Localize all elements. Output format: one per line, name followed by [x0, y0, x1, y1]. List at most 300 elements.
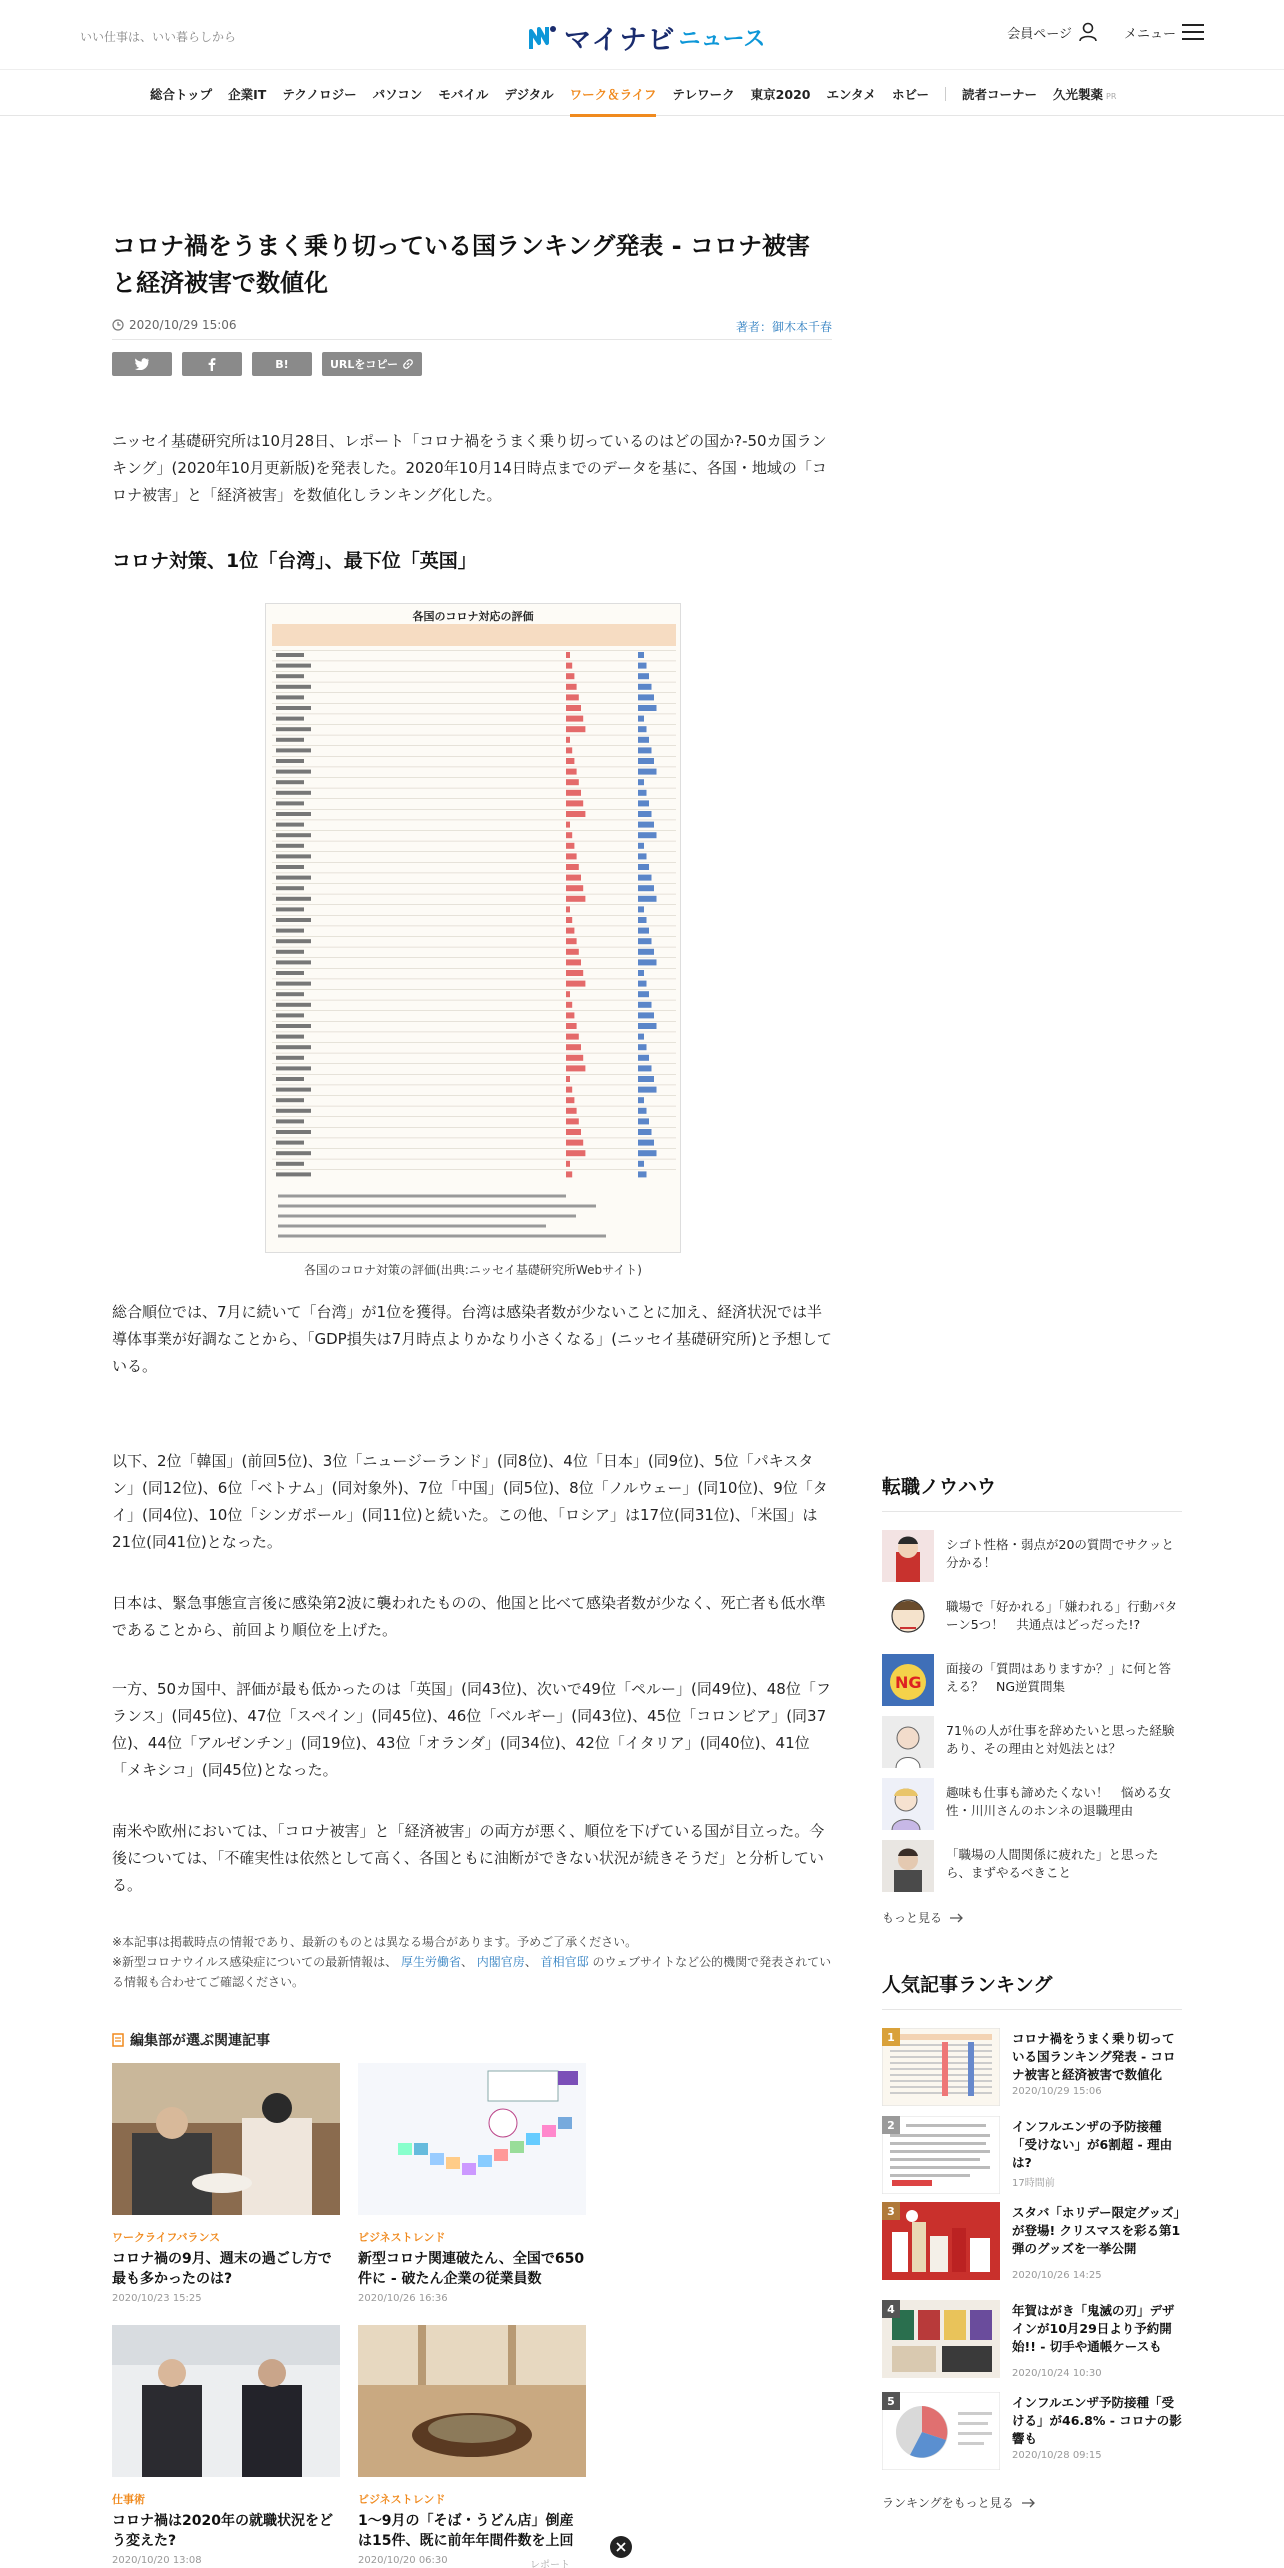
document-icon	[112, 2033, 124, 2047]
table-row-label	[276, 695, 304, 699]
close-icon	[616, 2542, 626, 2552]
table-row-label	[276, 1141, 304, 1145]
nav-item-reader-corner[interactable]: 読者コーナー	[962, 87, 1038, 102]
table-row-label	[276, 674, 304, 678]
knowhow-title: 趣味も仕事も諦めたくない！ 悩める女性・川川さんのホンネの退職理由	[946, 1785, 1172, 1818]
table-row-bar	[566, 1044, 581, 1050]
share-hatena-button[interactable]: B!	[252, 352, 312, 376]
table-row-label	[276, 1119, 304, 1123]
table-row-line	[272, 1032, 676, 1033]
table-row-bar	[638, 949, 654, 955]
table-row-bar	[566, 843, 574, 849]
ranking-date: 17時間前	[1012, 2178, 1055, 2189]
table-row-line	[272, 820, 676, 821]
table-row-bar	[638, 1150, 657, 1156]
table-row-bar	[566, 684, 577, 690]
ranking-more-label: ランキングをもっと見る	[882, 2496, 1014, 2510]
menu-label[interactable]: メニュー	[1123, 26, 1176, 42]
knowhow-thumb-6	[882, 1840, 934, 1892]
table-row-bar	[566, 1023, 577, 1029]
table-row-line	[272, 904, 676, 905]
table-row-bar	[638, 1002, 652, 1008]
table-row-bar	[638, 1044, 647, 1050]
table-row-bar	[638, 684, 652, 690]
table-row-line	[272, 724, 676, 725]
table-row-line	[272, 1010, 676, 1011]
table-row-bar	[566, 726, 585, 732]
table-row-label	[276, 971, 304, 975]
table-row-label	[276, 727, 311, 731]
ranking-title: インフルエンザの予防接種「受けない」が6割超 - 理由は?	[1012, 2119, 1173, 2170]
table-row-bar	[638, 758, 654, 764]
sidebar-divider	[882, 2009, 1182, 2010]
nav-item-top[interactable]: 総合トップ	[150, 87, 213, 102]
related-title: 新型コロナ関連破たん、全国で650件に - 破たん企業の従業員数	[358, 2251, 585, 2287]
table-row-bar	[566, 705, 581, 711]
table-row-bar	[638, 1129, 652, 1135]
table-row-line	[272, 1063, 676, 1064]
site-logo[interactable]	[528, 18, 765, 57]
ranking-heading: 人気記事ランキング	[882, 1974, 1053, 1996]
table-row-bar	[566, 1002, 572, 1008]
table-row-bar	[638, 885, 654, 891]
ranking-date: 2020/10/29 15:06	[1012, 2086, 1102, 2097]
related-thumb-4	[358, 2325, 586, 2477]
table-row-bar	[566, 663, 572, 669]
facebook-icon	[208, 358, 216, 371]
table-row-bar	[566, 864, 579, 870]
table-row-label	[276, 886, 304, 890]
close-ad-button[interactable]	[610, 2536, 632, 2558]
table-row-bar	[566, 1171, 572, 1177]
table-row-bar	[638, 652, 644, 658]
table-row-line	[272, 735, 676, 736]
ranking-badge: 5	[882, 2392, 900, 2410]
table-row-bar	[638, 1012, 654, 1018]
article-meta	[112, 314, 832, 340]
knowhow-title: 71％の人が仕事を辞めたいと思った経験あり、その理由と対処法とは？	[946, 1723, 1175, 1756]
ranking-title: コロナ禍をうまく乗り切っている国ランキング発表 - コロナ被害と経済被害で数値化	[1012, 2031, 1176, 2082]
table-row-line	[272, 915, 676, 916]
table-row-label	[276, 1098, 304, 1102]
sidebar-ranking	[882, 1970, 1182, 2010]
table-row-bar	[638, 1034, 644, 1040]
table-row-label	[276, 1172, 311, 1176]
table-row-bar	[566, 832, 572, 838]
table-row-line	[272, 830, 676, 831]
note-covid-pre: ※新型コロナウイルス感染症についての最新情報は、	[112, 1955, 398, 1969]
table-row-line	[272, 926, 676, 927]
nav-item-mobile[interactable]: モバイル	[438, 87, 489, 102]
table-row-bar	[638, 1108, 647, 1114]
ranking-date: 2020/10/24 10:30	[1012, 2368, 1102, 2379]
table-row-bar	[638, 832, 657, 838]
related-category: ビジネストレンド	[358, 2231, 446, 2244]
table-row-bar	[638, 928, 649, 934]
table-row-bar	[566, 991, 570, 997]
table-row-label	[276, 854, 311, 858]
table-row-bar	[566, 1012, 574, 1018]
knowhow-heading: 転職ノウハウ	[882, 1476, 997, 1498]
table-row-bar	[638, 694, 654, 700]
knowhow-item[interactable]	[882, 1716, 1182, 1772]
related-card[interactable]	[112, 2325, 340, 2566]
table-row-bar	[638, 800, 649, 806]
article-paragraph-5: 南米や欧州においては、「コロナ被害」と「経済被害」の両方が悪く、順位を下げている国が目立った。今後については、「不確実性は依然として高く、各国ともに油断ができない状況が続きそうだ」と分析している。	[112, 1822, 825, 1894]
table-row-bar	[566, 694, 579, 700]
table-row-label	[276, 717, 304, 721]
table-row-bar	[638, 843, 644, 849]
figure-title: 各国のコロナ対応の評価	[412, 610, 534, 623]
knowhow-thumb-3	[882, 1654, 934, 1706]
table-row-bar	[638, 864, 649, 870]
knowhow-item[interactable]	[882, 1778, 1182, 1834]
sidebar-knowhow	[882, 1472, 1182, 1512]
ranking-badge: 2	[882, 2116, 900, 2134]
table-row-bar	[566, 747, 572, 753]
table-row-line	[272, 788, 676, 789]
table-row-label	[276, 897, 311, 901]
knowhow-item[interactable]	[882, 1840, 1182, 1896]
table-row-bar	[566, 1065, 585, 1071]
table-row-bar	[638, 1118, 649, 1124]
knowhow-title: 職場で「好かれる」「嫌われる」行動パターン5つ！ 共通点はどっだった!?	[946, 1599, 1178, 1632]
knowhow-thumb-2	[882, 1592, 934, 1644]
table-row-line	[272, 1159, 676, 1160]
table-row-bar	[566, 800, 583, 806]
ranking-table-image[interactable]	[265, 603, 681, 1253]
table-row-label	[276, 706, 311, 710]
table-row-bar	[566, 1150, 585, 1156]
ranking-item[interactable]	[882, 2202, 1182, 2282]
nav-item-hobby[interactable]: ホビー	[891, 87, 929, 102]
table-row-label	[276, 929, 304, 933]
table-row-bar	[566, 779, 579, 785]
table-row-bar	[566, 716, 583, 722]
related-card[interactable]	[112, 2063, 340, 2304]
nav-item-work-life[interactable]: ワーク＆ライフ	[569, 87, 657, 102]
knowhow-more-label: もっと見る	[882, 1911, 943, 1925]
table-row-line	[272, 777, 676, 778]
table-row-bar	[566, 822, 570, 828]
note-disclaimer: ※本記事は掲載時点の情報であり、最新のものとは異なる場合があります。予めご了承ください。	[112, 1935, 638, 1949]
knowhow-item[interactable]	[882, 1530, 1182, 1586]
svg-text:NG: NG	[895, 1673, 922, 1692]
table-row-label	[276, 664, 311, 668]
knowhow-thumb-1	[882, 1530, 934, 1582]
table-row-bar	[566, 917, 572, 923]
related-title: 1～9月の「そば・うどん店」倒産は15件、既に前年年間件数を上回	[358, 2513, 574, 2549]
table-row-line	[272, 1095, 676, 1096]
table-row-bar	[638, 769, 657, 775]
table-row-bar	[638, 917, 647, 923]
table-row-label	[276, 770, 311, 774]
table-row-bar	[638, 1087, 657, 1093]
table-row-bar	[566, 1055, 583, 1061]
table-row-label	[276, 1035, 304, 1039]
related-heading	[112, 2030, 270, 2050]
related-category: ワークライフバランス	[112, 2231, 221, 2244]
table-row-line	[272, 1169, 676, 1170]
table-row-bar	[566, 1034, 579, 1040]
table-row-label	[276, 823, 304, 827]
table-row-label	[276, 950, 304, 954]
table-row-line	[272, 1138, 676, 1139]
article-paragraph-3: 日本は、緊急事態宣言後に感染第2波に襲われたものの、他国と比べて感染者数が少なく、死亡者も低水準であることから、前回より順位を上げた。	[112, 1594, 826, 1639]
twitter-icon	[135, 358, 149, 370]
table-row-line	[272, 1053, 676, 1054]
table-row-bar	[566, 1097, 574, 1103]
table-row-bar	[566, 949, 579, 955]
table-row-bar	[566, 1118, 579, 1124]
nav-item-enterprise-it[interactable]: 企業IT	[228, 87, 267, 102]
ranking-item[interactable]	[882, 2028, 1182, 2108]
table-row-bar	[566, 652, 570, 658]
article-paragraph-2: 以下、2位「韓国」(前回5位)、3位「ニュージーランド」(同8位)、4位「日本」(同9位)、5位「パキスタン」(同12位)、6位「ベトナム」(同対象外)、7位「中国」(同5位)、8位「ノルウェー」(同10位)、9位「タイ」(同4位)、10位「シンガポール」(同11位)と続いた。この他、「ロシア」は17位(同31位)、「米国」は21位(同41位)となった。	[112, 1452, 828, 1551]
copy-url-button[interactable]	[322, 352, 422, 376]
table-row-bar	[638, 875, 652, 881]
nav-divider	[945, 87, 946, 101]
table-row-line	[272, 1042, 676, 1043]
article-title: コロナ禍をうまく乗り切っている国ランキング発表 - コロナ被害と経済被害で数値化	[112, 232, 810, 297]
ranking-badge: 4	[882, 2300, 900, 2318]
table-row-line	[272, 894, 676, 895]
ranking-date: 2020/10/26 14:25	[1012, 2270, 1102, 2281]
table-row-bar	[566, 790, 581, 796]
table-row-label	[276, 939, 311, 943]
table-row-bar	[638, 1055, 649, 1061]
table-row-bar	[638, 1171, 647, 1177]
table-row-label	[276, 801, 304, 805]
table-row-bar	[566, 1161, 570, 1167]
table-row-bar	[566, 673, 574, 679]
table-row-bar	[638, 896, 657, 902]
member-page-link[interactable]: 会員ページ	[1007, 26, 1072, 42]
ranking-badge: 1	[882, 2028, 900, 2046]
nav-item-digital[interactable]: デジタル	[504, 87, 554, 102]
related-title: コロナ禍は2020年の就職状況をどう変えた?	[112, 2513, 333, 2549]
nav-item-tokyo2020[interactable]: 東京2020	[750, 87, 811, 102]
table-row-bar	[566, 938, 577, 944]
article	[112, 228, 832, 376]
share-twitter-button[interactable]	[112, 352, 172, 376]
figure-caption: 各国のコロナ対策の評価(出典:ニッセイ基礎研究所Webサイト)	[304, 1263, 642, 1277]
table-row-label	[276, 1109, 311, 1113]
knowhow-more-link[interactable]	[882, 1909, 964, 1926]
logo-icon	[528, 23, 558, 53]
table-row-bar	[566, 758, 574, 764]
report-link[interactable]: レポート	[530, 2560, 570, 2568]
related-date: 2020/10/26 16:36	[358, 2293, 448, 2304]
table-row-bar	[566, 959, 581, 965]
user-icon[interactable]	[1078, 22, 1098, 42]
knowhow-title: 「職場の人間関係に疲れた」と思ったら、まずやるべきこと	[946, 1847, 1159, 1880]
table-row-bar	[566, 769, 577, 775]
hamburger-menu-icon[interactable]	[1182, 23, 1204, 41]
table-row-line	[272, 851, 676, 852]
nav-item-pc[interactable]: パソコン	[372, 87, 423, 102]
table-row-line	[272, 809, 676, 810]
table-row-line	[272, 968, 676, 969]
table-row-line	[272, 756, 676, 757]
article-date-text: 2020/10/29 15:06	[129, 318, 237, 332]
site-tagline: いい仕事は、いい暮らしから	[80, 30, 237, 44]
link-kantei[interactable]: 首相官邸	[540, 1955, 589, 1969]
table-row-label	[276, 1024, 311, 1028]
table-row-bar	[638, 938, 652, 944]
table-row-label	[276, 1077, 304, 1081]
arrow-right-icon	[1022, 2498, 1036, 2508]
table-row-line	[272, 1000, 676, 1001]
knowhow-item[interactable]	[882, 1592, 1182, 1648]
table-row-label	[276, 791, 311, 795]
table-row-label	[276, 1056, 304, 1060]
table-row-line	[272, 1127, 676, 1128]
table-row-bar	[638, 716, 644, 722]
table-row-line	[272, 703, 676, 704]
related-thumb-1	[112, 2063, 340, 2215]
table-row-label	[276, 738, 304, 742]
table-row-bar	[566, 1140, 583, 1146]
table-row-line	[272, 661, 676, 662]
table-row-bar	[566, 928, 574, 934]
related-date: 2020/10/23 15:25	[112, 2293, 202, 2304]
table-row-line	[272, 714, 676, 715]
table-row-bar	[566, 970, 583, 976]
table-row-bar	[638, 959, 657, 965]
table-row-label	[276, 1013, 304, 1017]
article-date	[112, 318, 237, 332]
table-row-bar	[638, 663, 647, 669]
related-card[interactable]	[358, 2063, 586, 2304]
table-row-bar	[638, 737, 649, 743]
ranking-item[interactable]	[882, 2300, 1182, 2380]
table-row-bar	[566, 885, 583, 891]
table-row-bar	[638, 1065, 652, 1071]
link-mhlw[interactable]: 厚生労働省	[400, 1955, 461, 1969]
table-row-bar	[566, 737, 570, 743]
table-row-label	[276, 1151, 311, 1155]
table-row-label	[276, 748, 311, 752]
nav-item-hisamitsu[interactable]	[1053, 85, 1116, 103]
table-row-line	[272, 1074, 676, 1075]
note-covid-post: のウェブサイトなど公的機関で発表されている情報も合わせてご確認ください。	[112, 1955, 832, 1989]
clock-icon	[112, 319, 124, 331]
table-row-bar	[566, 896, 585, 902]
ranking-more-link[interactable]	[882, 2494, 1036, 2511]
link-cabinet-secretariat[interactable]: 内閣官房	[476, 1955, 525, 1969]
nav-item-entame[interactable]: エンタメ	[826, 87, 876, 102]
table-row-line	[272, 1116, 676, 1117]
table-row-bar	[566, 906, 570, 912]
ranking-item[interactable]	[882, 2392, 1182, 2472]
ranking-title: スタバ「ホリデー限定グッズ」が登場! クリスマスを彩る第1弾のグッズを一挙公開	[1012, 2205, 1181, 2256]
table-row-bar	[638, 673, 649, 679]
share-facebook-button[interactable]	[182, 352, 242, 376]
table-row-label	[276, 759, 304, 763]
table-row-label	[276, 1003, 311, 1007]
logo-sub-text: ニュース	[678, 27, 766, 52]
related-category: 仕事術	[112, 2493, 145, 2506]
table-row-bar	[638, 747, 652, 753]
note-sep-1: 、	[460, 1955, 473, 1969]
table-row-line	[272, 841, 676, 842]
category-nav	[0, 70, 1284, 116]
knowhow-title: シゴト性格・弱点が20の質問でサクッと分かる！	[946, 1537, 1174, 1570]
nav-item-technology[interactable]: テクノロジー	[282, 87, 357, 102]
table-row-line	[272, 1148, 676, 1149]
table-row-line	[272, 873, 676, 874]
article-author[interactable]: 著者：御木本千春	[735, 320, 832, 334]
table-row-label	[276, 844, 304, 848]
table-row-line	[272, 1085, 676, 1086]
nav-item-telework[interactable]: テレワーク	[672, 87, 735, 102]
table-row-bar	[638, 705, 657, 711]
table-row-bar	[638, 1097, 644, 1103]
ranking-table-graphic	[266, 604, 681, 1253]
table-row-label	[276, 812, 311, 816]
table-row-label	[276, 653, 304, 657]
ranking-item[interactable]	[882, 2116, 1182, 2196]
share-bar	[112, 352, 832, 376]
table-row-bar	[566, 1108, 577, 1114]
ranking-title: 年賀はがき「鬼滅の刃」デザインが10月29日より予約開始!! - 切手や通帳ケースも	[1012, 2303, 1175, 2354]
related-category: ビジネストレンド	[358, 2493, 446, 2506]
table-row-line	[272, 957, 676, 958]
table-row-bar	[638, 906, 644, 912]
related-title: コロナ禍の9月、週末の過ごし方で最も多かったのは?	[112, 2251, 332, 2287]
table-row-line	[272, 767, 676, 768]
knowhow-item[interactable]	[882, 1654, 1182, 1710]
ranking-figure	[265, 603, 681, 1278]
article-paragraph-1: 総合順位では、7月に続いて「台湾」が1位を獲得。台湾は感染者数が少ないことに加え、経済状況では半導体事業が好調なことから、「GDP損失は7月時点よりかなり小さくなる」(ニッセイ基礎研究所)と予想している。	[112, 1303, 832, 1375]
ranking-badge: 3	[882, 2202, 900, 2220]
article-lead: ニッセイ基礎研究所は10月28日、レポート「コロナ禍をうまく乗り切っているのはどの国か?-50カ国ランキング」(2020年10月更新版)を発表した。2020年10月14日時点までのデータを基に、各国・地域の「コロナ被害」と「経済被害」を数値化しランキング化した。	[112, 432, 827, 504]
section-heading: コロナ対策、1位「台湾」、最下位「英国」	[112, 550, 477, 572]
table-row-bar	[638, 779, 644, 785]
link-icon	[402, 358, 414, 370]
table-row-line	[272, 671, 676, 672]
table-row-label	[276, 1130, 311, 1134]
sidebar-divider	[882, 1511, 1182, 1512]
table-row-label	[276, 918, 311, 922]
nav-item-hisamitsu-label: 久光製薬	[1053, 87, 1104, 102]
table-row-bar	[566, 853, 577, 859]
table-row-label	[276, 865, 304, 869]
table-row-bar	[638, 1076, 654, 1082]
table-row-bar	[566, 811, 585, 817]
table-row-bar	[638, 726, 647, 732]
arrow-right-icon	[950, 1913, 964, 1923]
related-heading-text: 編集部が選ぶ関連記事	[130, 2033, 270, 2049]
related-card[interactable]	[358, 2325, 586, 2566]
table-row-bar	[566, 875, 581, 881]
table-row-bar	[638, 970, 644, 976]
table-row-line	[272, 979, 676, 980]
table-row-bar	[638, 1161, 644, 1167]
table-row-bar	[638, 822, 654, 828]
article-paragraph-4: 一方、50カ国中、評価が最も低かったのは「英国」(同43位)、次いで49位「ペルー」(同49位)、48位「フランス」(同45位)、47位「スペイン」(同45位)、46位「ベルギー」(同43位)、45位「コロンビア」(同37位)、44位「アルゼンチン」(同19位)、43位「オランダ」(同34位)、42位「イタリア」(同40位)、41位「メキシコ」(同45位)となった。	[112, 1680, 831, 1779]
ranking-date: 2020/10/28 09:15	[1012, 2450, 1102, 2461]
note-covid-info	[112, 1952, 832, 1992]
table-row-label	[276, 780, 304, 784]
article-notes	[112, 1932, 832, 1992]
table-row-label	[276, 960, 311, 964]
related-date: 2020/10/20 13:08	[112, 2555, 202, 2566]
table-row-line	[272, 989, 676, 990]
table-row-bar	[566, 1129, 581, 1135]
related-thumb-3	[112, 2325, 340, 2477]
